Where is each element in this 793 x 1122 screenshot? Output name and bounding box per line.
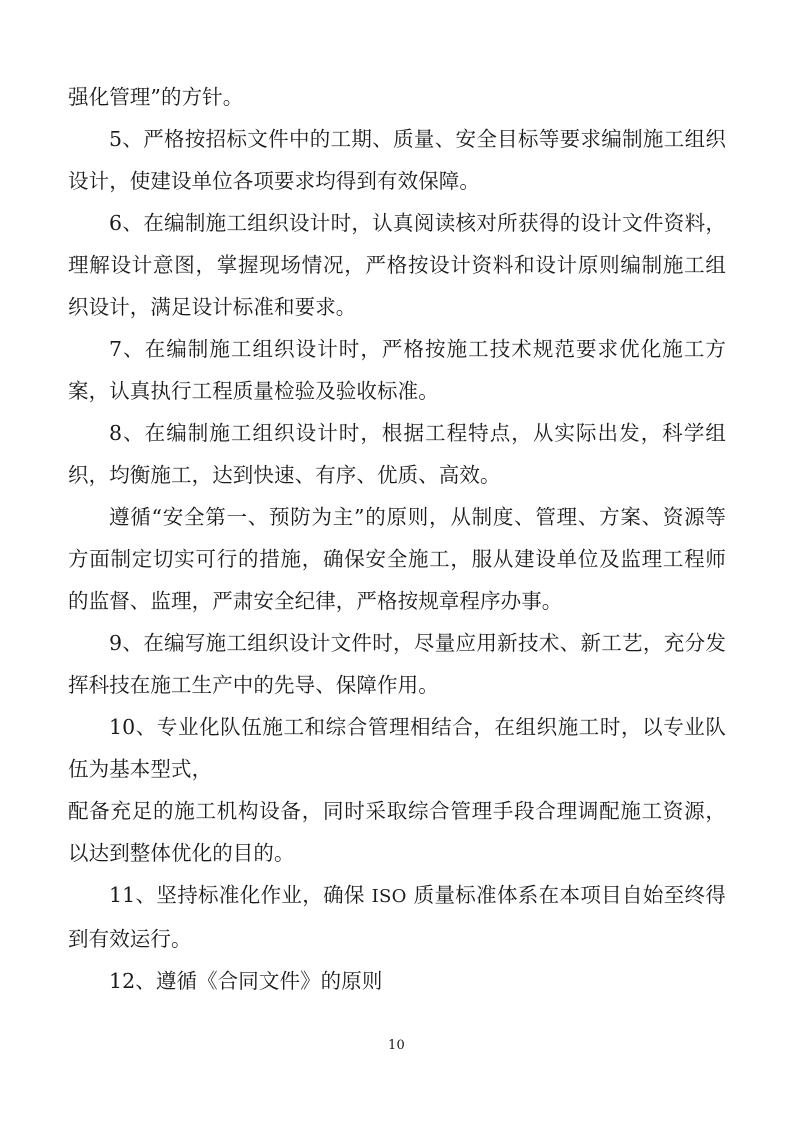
paragraph-item-8: 8、在编制施工组织设计时，根据工程特点，从实际出发，科学组织，均衡施工，达到快速、有序、优质、高效。 [68, 421, 726, 487]
paragraph-item-11 [68, 874, 726, 960]
paragraph-item-6: 6、在编制施工组织设计时，认真阅读核对所获得的设计文件资料，理解设计意图，掌握现场情况，严格按设计资料和设计原则编制施工组织设计，满足设计标准和要求。 [68, 211, 726, 319]
iso-standard-label: ISO [371, 886, 407, 907]
paragraph-item-7: 7、在编制施工组织设计时，严格按施工技术规范要求优化施工方案，认真执行工程质量检验及验收标准。 [68, 337, 726, 403]
paragraph-item-11-text-after: 质量标准体系在本项目自始至终得到有效运行。 [68, 883, 726, 951]
paragraph-item-5: 5、严格按招标文件中的工期、质量、安全目标等要求编制施工组织设计，使建设单位各项要求均得到有效保障。 [68, 127, 726, 193]
paragraph-item-10: 10、专业化队伍施工和综合管理相结合，在组织施工时，以专业队伍为基本型式， [68, 715, 726, 781]
paragraph-item-9: 9、在编写施工组织设计文件时，尽量应用新技术、新工艺，充分发挥科技在施工生产中的先导、保障作用。 [68, 631, 726, 697]
page-number: 10 [388, 1038, 405, 1053]
paragraph-equipment-allocation: 配备充足的施工机构设备，同时采取综合管理手段合理调配施工资源，以达到整体优化的目的。 [68, 799, 726, 865]
document-body [68, 76, 726, 1002]
paragraph-item-11-text-before: 11、坚持标准化作业，确保 [109, 883, 372, 907]
paragraph-item-12: 12、遵循《合同文件》的原则 [109, 969, 383, 993]
paragraph-safety-principle: 遵循“安全第一、预防为主”的原则，从制度、管理、方案、资源等方面制定切实可行的措施，确保安全施工，服从建设单位及监理工程师的监督、监理，严肃安全纪律，严格按规章程序办事。 [68, 505, 726, 613]
paragraph-policy-conclusion: 强化管理”的方针。 [68, 85, 244, 109]
